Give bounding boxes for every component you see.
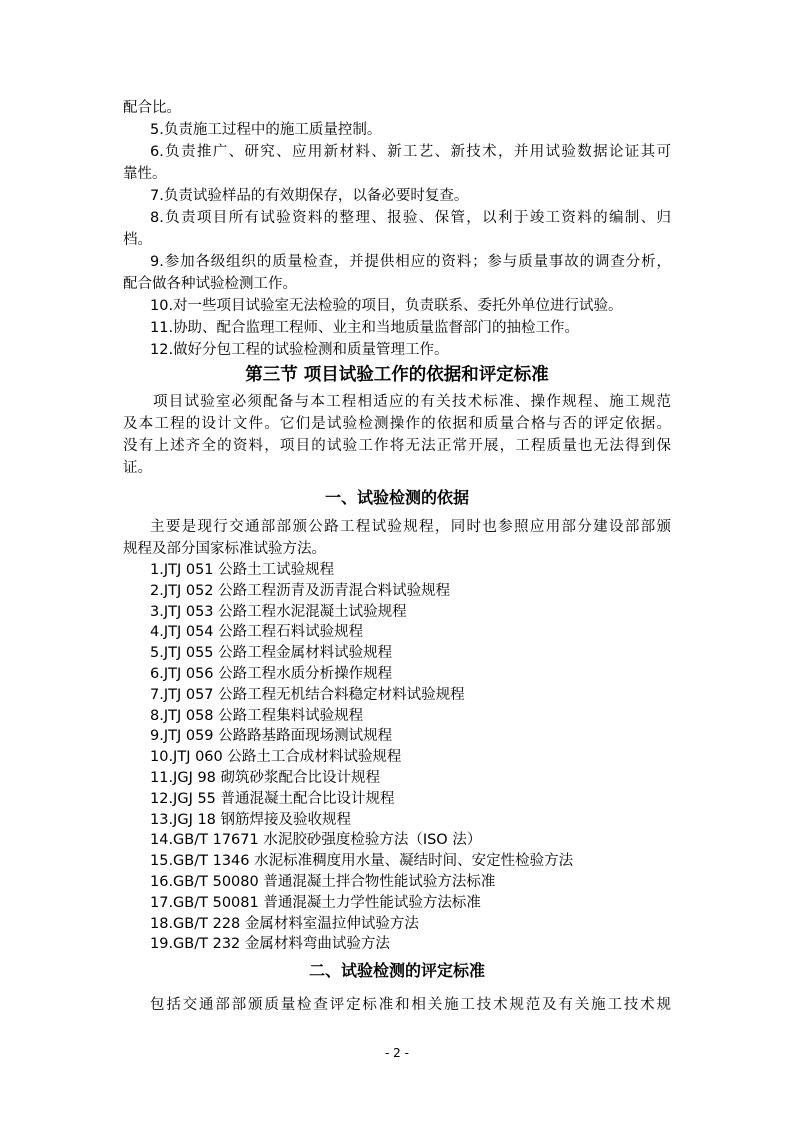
list-item: 7.JTJ 057 公路工程无机结合料稳定材料试验规程 [150, 686, 465, 703]
subsection-title: 二、试验检测的评定标准 [308, 961, 485, 980]
paragraph-line: 包括交通部部颁质量检查评定标准和相关施工技术规范及有关施工技术规 [150, 997, 671, 1013]
list-item-line: 8.负责项目所有试验资料的整理、报验、保管，以利于竣工资料的编制、归 [150, 210, 671, 226]
list-item-line: 配合做各种试验检测工作。 [123, 276, 297, 292]
basis-intro [123, 516, 671, 560]
list-item: 18.GB/T 228 金属材料室温拉伸试验方法 [150, 915, 419, 932]
list-item [123, 141, 671, 185]
list-item: 12.JGJ 55 普通混凝土配合比设计规程 [150, 790, 395, 807]
list-item: 19.GB/T 232 金属材料弯曲试验方法 [150, 936, 390, 953]
list-item: 8.JTJ 058 公路工程集料试验规程 [150, 707, 364, 724]
list-item-line: 6.负责推广、研究、应用新材料、新工艺、新技术，并用试验数据论证其可 [150, 144, 671, 160]
list-item: 10.JTJ 060 公路土工合成材料试验规程 [150, 749, 402, 766]
section-paragraph [123, 391, 671, 479]
list-item-line: 档。 [123, 232, 152, 248]
paragraph-line: 没有上述齐全的资料，项目的试验工作将无法正常开展，工程质量也无法得到保 [123, 438, 671, 454]
list-item: 5.负责施工过程中的施工质量控制。 [150, 122, 382, 138]
list-item: 13.JGJ 18 钢筋焊接及验收规程 [150, 811, 352, 828]
list-item-line: 9.参加各级组织的质量检查，并提供相应的资料；参与质量事故的调查分析， [150, 254, 671, 270]
list-item: 11.协助、配合监理工程师、业主和当地质量监督部门的抽检工作。 [150, 320, 580, 336]
list-item: 15.GB/T 1346 水泥标准稠度用水量、凝结时间、安定性检验方法 [150, 853, 574, 870]
paragraph-line: 规程及部分国家标准试验方法。 [123, 541, 326, 557]
list-item: 3.JTJ 053 公路工程水泥混凝土试验规程 [150, 603, 407, 620]
paragraph-line: 配合比。 [123, 100, 181, 116]
paragraph-line: 证。 [123, 460, 152, 476]
list-item: 12.做好分包工程的试验检测和质量管理工作。 [150, 342, 449, 358]
subsection-title: 一、试验检测的依据 [324, 488, 469, 507]
list-item: 7.负责试验样品的有效期保存，以备必要时复查。 [150, 188, 469, 204]
list-item: 16.GB/T 50080 普通混凝土拌合物性能试验方法标准 [150, 874, 496, 890]
list-item: 6.JTJ 056 公路工程水质分析操作规程 [150, 666, 393, 682]
list-item: 4.JTJ 054 公路工程石料试验规程 [150, 624, 364, 641]
paragraph-line: 主要是现行交通部部颁公路工程试验规程，同时也参照应用部分建设部部颁 [150, 519, 671, 535]
paragraph-line: 项目试验室必须配备与本工程相适应的有关技术标准、操作规程、施工规范 [153, 394, 671, 410]
list-item-line: 靠性。 [123, 166, 167, 182]
section-title: 第三节 项目试验工作的依据和评定标准 [245, 365, 549, 385]
criteria-paragraph [123, 994, 671, 1016]
list-item [123, 251, 671, 295]
list-item: 11.JGJ 98 砌筑砂浆配合比设计规程 [150, 770, 381, 786]
paragraph-line: 及本工程的设计文件。它们是试验检测操作的依据和质量合格与否的评定依据。 [123, 416, 671, 432]
list-item: 17.GB/T 50081 普通混凝土力学性能试验方法标准 [150, 894, 481, 911]
list-item: 9.JTJ 059 公路路基路面现场测试规程 [150, 728, 393, 745]
list-item [123, 207, 671, 251]
list-item: 10.对一些项目试验室无法检验的项目，负责联系、委托外单位进行试验。 [150, 298, 623, 314]
list-item: 1.JTJ 051 公路土工试验规程 [150, 562, 335, 578]
page-number: - 2 - [385, 1046, 409, 1060]
list-item: 5.JTJ 055 公路工程金属材料试验规程 [150, 645, 393, 662]
list-item: 14.GB/T 17671 水泥胶砂强度检验方法（ISO 法） [150, 832, 482, 849]
list-item: 2.JTJ 052 公路工程沥青及沥青混合料试验规程 [150, 582, 451, 599]
